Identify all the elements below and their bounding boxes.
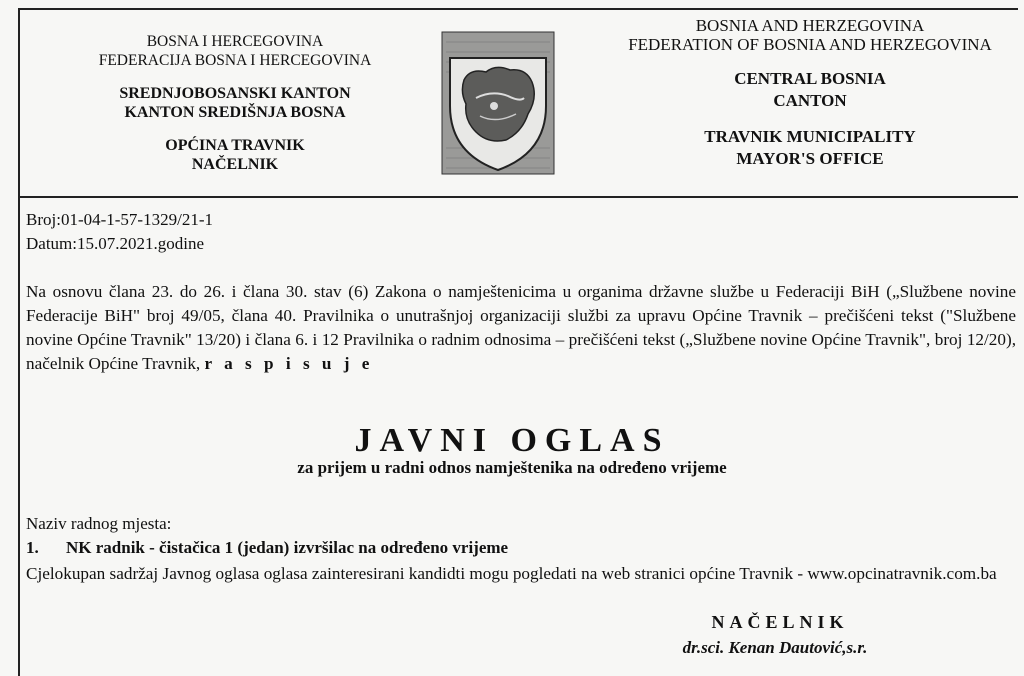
legal-basis-text: Na osnovu člana 23. do 26. i člana 30. stav (6) Zakona o namještenicima u organima državne službe u Federaciji BiH („Službene novine Federacije BiH" broj 49/05, člana 40. Pravilnika o unutrašnjoj organizaciji službi za upravu Općine Travnik – prečišćeni tekst ("Službene novine Općine Travnik" 13/20) i člana 6. i 12 Pravilnika o radnim odnosima – prečišćeni tekst („Službene novine Općine Travnik", broj 12/20), načelnik Općine Travnik,	[26, 282, 1016, 373]
header-canton-en-2: CANTON	[773, 91, 847, 110]
header-canton: SREDNJOBOSANSKI KANTON	[119, 85, 351, 102]
header-office: NAČELNIK	[191, 156, 279, 173]
document-date: Datum:15.07.2021.godine	[26, 234, 205, 253]
position-number: 1.	[26, 538, 39, 557]
position-label: Naziv radnog mjesta:	[26, 514, 172, 533]
header-country-en: BOSNIA AND HERZEGOVINA	[695, 16, 925, 35]
notice-subtitle: za prijem u radni odnos namještenika na određeno vrijeme	[297, 458, 727, 477]
position-item	[26, 538, 508, 558]
header-canton-alt: KANTON SREDIŠNJA BOSNA	[124, 104, 346, 121]
signature-name: dr.sci. Kenan Dautović,s.r.	[682, 638, 868, 657]
coat-of-arms-icon	[436, 28, 560, 178]
position-title: NK radnik - čistačica 1 (jedan) izvršilac na određeno vrijeme	[66, 538, 509, 557]
reference-number: Broj:01-04-1-57-1329/21-1	[26, 210, 213, 229]
header-canton-en: CENTRAL BOSNIA	[734, 69, 886, 88]
header-bosnian	[60, 32, 410, 174]
header-office-en: MAYOR'S OFFICE	[736, 149, 884, 168]
header-english	[600, 16, 1020, 170]
signature-title: NAČELNIK	[711, 612, 849, 632]
frame-top-border	[18, 8, 1018, 10]
document-meta	[26, 208, 213, 256]
website-note: Cjelokupan sadržaj Javnog oglasa oglasa zainteresirani kandidti mogu pogledati na web stranici općine Travnik - www.opcinatravnik.com.ba	[26, 564, 997, 583]
notice-title: JAVNI OGLAS	[354, 422, 670, 459]
header-municipality-en: TRAVNIK MUNICIPALITY	[704, 127, 916, 146]
raspisuje-word: r a s p i s u j e	[204, 354, 374, 373]
header-municipality: OPĆINA TRAVNIK	[165, 137, 305, 154]
header-federation: FEDERACIJA BOSNA I HERCEGOVINA	[98, 52, 372, 69]
header-divider	[18, 196, 1018, 198]
legal-basis-paragraph	[26, 280, 1016, 376]
frame-left-border	[18, 8, 20, 676]
header-country: BOSNA I HERCEGOVINA	[146, 33, 324, 50]
header-federation-en: FEDERATION OF BOSNIA AND HERZEGOVINA	[628, 35, 992, 54]
